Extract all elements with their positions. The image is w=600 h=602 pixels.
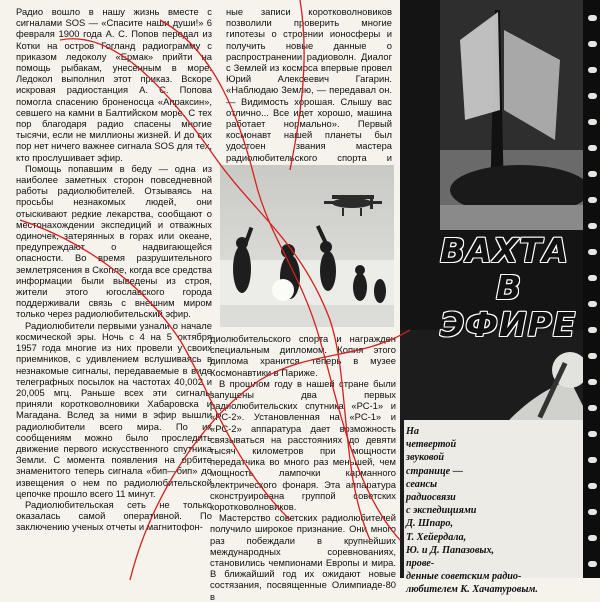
title-line-3: ЭФИРЕ [440, 305, 577, 344]
caption-line: с экспедициями [406, 505, 477, 517]
paragraph: Радиолюбители первыми узнали о начале космической эры. Ночь с 4 на 5 октября 1957 года многие из них провели у своих приемников, с удивлением вслушиваясь в незнакомые сигналы, передаваемые в виде телеграфных посылок на частотах 40,002 и 20,005 мгц. Раньше всех эти сигналы приняли коротковолновики Хабаровска и Магадана. Вслед за ними в эфир вышли радиолюбители всего мира. По их сообщениям можно было проследить движение первого искусственного спутника Земли. С момента появления на орбите знаменитого теперь сигнала «бип—бип» до извещения о нем по радиолюбительской цепочке прошло всего 11 минут. [16, 319, 212, 499]
article-title [440, 232, 600, 352]
caption-line: денные советским радио- [406, 571, 522, 583]
article-column-middle-bottom [210, 333, 396, 602]
punched-hole [272, 279, 294, 301]
caption-line: звуковой [406, 452, 445, 464]
caption-line: сеансы [406, 478, 438, 490]
caption-line: Ю. и Д. Папазовых, [406, 544, 495, 556]
caption-line: прове- [406, 558, 435, 570]
caption-line: Т. Хейердала, [406, 531, 467, 543]
article-column-middle-top [226, 6, 392, 166]
paragraph: В прошлом году в нашей стране были запущены два первых радиолюбительских спутника «РС-1» и «РС-2». Установленная на «РС-1» и «РС-2» аппаратура дает возможность связываться на расстояниях до девяти тысяч километров при мощности передатчика во много раз меньшей, чем мощность лампочки карманного электрического фонаря. Эта аппаратура сконструирована группой советских коротковолновиков. [210, 377, 396, 513]
photo-caption [404, 425, 600, 597]
polar-expedition-image [220, 165, 394, 327]
paragraph: диолюбительского спорта и награжден специальным дипломом. Копия этого диплома хранится теперь в музее Космонавтики в Париже. [210, 333, 396, 378]
caption-line: На [406, 426, 420, 437]
caption-line: Д. Шпаро, [406, 518, 454, 530]
paragraph: Радио вошло в нашу жизнь вместе с сигналами SOS — «Спасите наши души!» 6 февраля 1900 года А. С. Попов передал из Котки на остров Гогланд радиограмму с приказом ледоколу «Ермак» прийти на помощь рыбакам, унесенным в море. Ледокол выполнил этот приказ. Вскоре искровая радиостанция А. С. Попова помогла спасению броненосца «Апраксин», севшего на камни в Балтийском море. С тех пор благодаря радио спасены многие тысячи, если не миллионы жизней. И до сих пор нет ничего важнее сигнала SOS для тех, кто прослушивает эфир. [16, 6, 212, 163]
paragraph: Помощь попавшим в беду — одна из наиболее заметных сторон повседневной работы радиолюбителей. Отзываясь на просьбы незнакомых людей, они отыскивают редкие лекарства, сообщают о местонахождении экспедиций и отважных одиночек, затерянных в горах или океане, предупреждают о надвигающейся опасности. Во время разрушительного землетрясения в Скопле, когда все средства информации были выведены из строя, жители этого югославского города поддерживали связь с внешним миром только через радиолюбительский эфир. [16, 162, 212, 320]
caption-line: радиосвязи [406, 492, 456, 504]
caption-line: любителем К. Хачатуровым. [406, 584, 538, 596]
paragraph: ные записи коротковолновиков позволили проверить многие гипотезы о строении ионосферы и получить новые данные о распространении радиоволн. Диалог с Землей из космоса впервые провел Юрий Алексеевич Гагарин. «Наблюдаю Землю, — передавал он. — Видимость хорошая. Слышу вас отлично... Все идет хорошо, машина работает нормально». Первый космонавт нашей планеты был удостоен звания мастера радиолюбительского спорта и [226, 6, 392, 163]
paragraph: Радиолюбительская сеть не только оказалась самой оперативной. По заключению ученых отчеты и магнитофон- [16, 498, 212, 533]
title-line-1: ВАХТА [440, 231, 570, 270]
polar-expedition-photo [220, 165, 394, 327]
caption-line: четвертой [406, 439, 457, 451]
paragraph: Мастерство советских радиолюбителей получило широкое признание. Они много раз побеждали в крупнейших международных соревнованиях, становились чемпионами Европы и мира. В ближайший год их ожидают новые состязания, посвященные Олимпиаде-80 в [210, 512, 396, 602]
spiral-binding [583, 0, 600, 578]
title-line-2: В [496, 268, 523, 307]
article-column-left [16, 6, 212, 576]
caption-line: странице — [406, 465, 463, 477]
